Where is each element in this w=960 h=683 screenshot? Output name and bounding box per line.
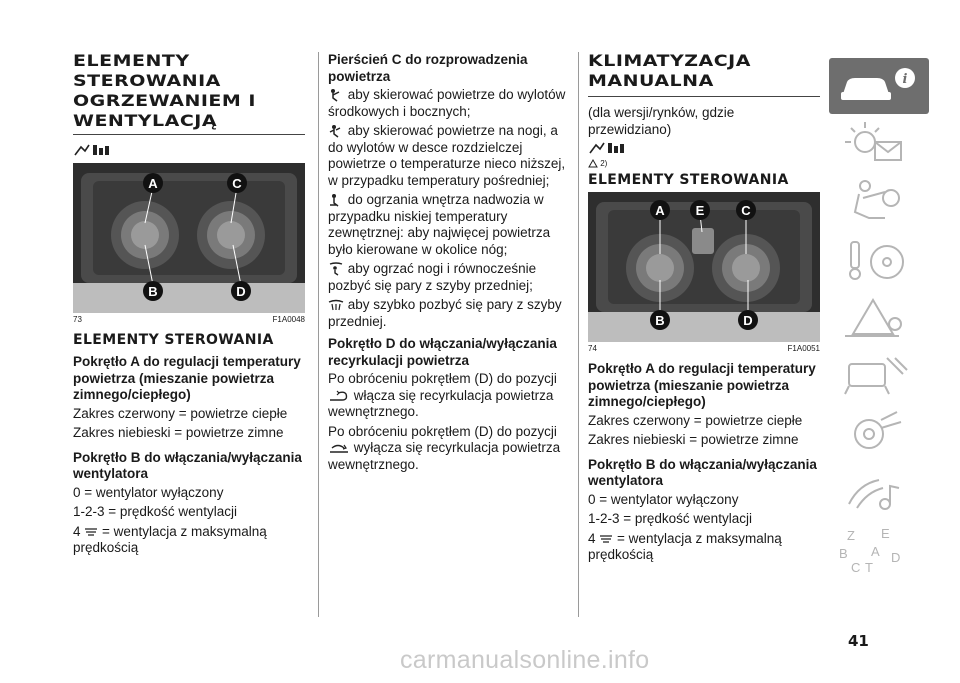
distribution-face-feet: aby skierować powietrze na nogi, a do wylotów w desce rozdzielczej powietrze o temperaturze nieco niższej, w przypadku temperatury pośredniej; [328, 123, 566, 188]
recirc-on: włącza się recyrkulacja powietrza wewnętrznego. [328, 387, 554, 419]
recirc-off: wyłącza się recyrkulacja powietrza wewnętrznego. [328, 440, 561, 472]
fan-max-icon [599, 533, 613, 545]
recirc-off-line: Po obróceniu pokrętłem (D) do pozycji [328, 423, 557, 439]
section-title: ELEMENTY STEROWANIA [588, 172, 789, 189]
figure-number: 74 [588, 344, 597, 354]
air-feet-icon [328, 193, 344, 207]
figure-code: F1A0051 [787, 344, 820, 354]
air-face-feet-icon [328, 124, 344, 138]
knob-a-blue-range: Zakres niebieski = powietrze zimne [73, 425, 284, 440]
warning-hand-icon [588, 159, 598, 168]
column-divider [318, 52, 319, 617]
chapter-title: ELEMENTY STEROWANIA OGRZEWANIEM I WENTYLACJĄ [73, 51, 256, 131]
fuel-type-icons [73, 143, 305, 159]
figure-label-c: C [741, 203, 751, 219]
figure-label-e: E [695, 203, 705, 219]
sidebar-tab-emergency[interactable] [829, 290, 929, 346]
index-letter: T [865, 560, 873, 575]
figure-code: F1A0048 [272, 315, 305, 324]
column-divider [578, 52, 579, 617]
title-rule [588, 96, 820, 97]
fan-off: 0 = wentylator wyłączony [588, 491, 739, 507]
figure-caption [588, 344, 820, 353]
column-right [588, 52, 820, 564]
recirculation-off-icon [328, 442, 350, 454]
air-feet-defrost-icon [328, 262, 344, 276]
figure-number: 73 [73, 315, 82, 324]
section-title: ELEMENTY STEROWANIA [73, 332, 274, 348]
fan-off: 0 = wentylator wyłączony [73, 484, 224, 500]
fan-speeds: 1-2-3 = prędkość wentylacji [588, 511, 752, 527]
windscreen-defrost-icon [328, 299, 344, 311]
svg-text:i: i [902, 72, 908, 87]
figure-label-a: A [655, 203, 665, 219]
distribution-windscreen: aby szybko pozbyć się pary z szyby przedniej. [328, 297, 562, 329]
knob-a-red-range: Zakres czerwony = powietrze ciepłe [588, 412, 803, 428]
sidebar-tab-starting-driving[interactable] [829, 232, 929, 288]
watermark: carmanualsonline.info [400, 646, 650, 674]
sidebar-tab-technical-data[interactable] [829, 406, 929, 462]
recirc-on-line: Po obróceniu pokrętłem (D) do pozycji [328, 371, 557, 386]
figure-label-b: B [655, 313, 665, 329]
fan-max: 4 = wentylacja z maksymalną prędkością [588, 530, 782, 563]
index-letter: D [891, 550, 901, 565]
distribution-feet: do ogrzania wnętrza nadwozia w przypadku niskiej temperatury zewnętrznej: aby najwięcej powietrza było kierowane w okolice nóg; [328, 192, 551, 257]
knob-d-heading: Pokrętło D do włączania/wyłączania recyrkulacji powietrza [328, 336, 557, 368]
index-letter: A [871, 544, 880, 559]
figure-ac-controls [588, 192, 820, 342]
sidebar-tab-safety[interactable] [829, 174, 929, 230]
distribution-feet-windscreen: aby ogrzać nogi i równocześnie pozbyć się pary z szyby przedniej; [328, 261, 537, 293]
figure-label-b: B [148, 284, 158, 299]
fan-speeds: 1-2-3 = prędkość wentylacji [73, 504, 237, 519]
page-number: 41 [848, 632, 869, 650]
fan-max: 4 = wentylacja z maksymalną prędkością [73, 523, 267, 555]
recirculation-on-icon [328, 390, 350, 402]
column-left [73, 52, 305, 557]
knob-a-blue-range: Zakres niebieski = powietrze zimne [588, 432, 799, 448]
column-middle [328, 52, 568, 473]
figure-label-d: D [236, 284, 246, 299]
version-note: (dla wersji/rynków, gdzie przewidziano) [588, 105, 735, 137]
index-letter: C [851, 560, 861, 575]
warning-reference: 2) [588, 159, 820, 168]
air-face-icon [328, 88, 344, 102]
sidebar-tab-warning-lights[interactable] [829, 116, 929, 172]
knob-b-heading: Pokrętło B do włączania/wyłączania wentylatora [73, 449, 302, 481]
sidebar-tab-multimedia[interactable] [829, 464, 929, 520]
fuel-type-icons [588, 141, 820, 157]
index-letter: E [881, 526, 890, 541]
figure-label-c: C [232, 176, 242, 191]
figure-label-d: D [743, 313, 753, 329]
fan-max-icon [84, 526, 98, 538]
knob-a-red-range: Zakres czerwony = powietrze ciepłe [73, 405, 288, 421]
knob-a-heading: Pokrętło A do regulacji temperatury powietrza (mieszanie powietrza zimnego/ciepłego) [588, 361, 816, 410]
figure-caption [73, 315, 305, 324]
sidebar-tab-maintenance[interactable] [829, 348, 929, 404]
figure-heater-controls [73, 163, 305, 313]
ring-c-heading: Pierścień C do rozprowadzenia powietrza [328, 52, 528, 84]
sidebar-tab-index[interactable] [829, 522, 929, 578]
figure-label-a: A [148, 176, 158, 191]
title-rule [73, 134, 305, 135]
chapter-title-ac: KLIMATYZACJA MANUALNA [588, 51, 751, 91]
sidebar-tab-dashboard[interactable] [829, 58, 929, 114]
knob-a-heading: Pokrętło A do regulacji temperatury powietrza (mieszanie powietrza zimnego/ciepłego) [73, 354, 301, 402]
index-letter: Z [847, 528, 855, 543]
distribution-face: aby skierować powietrze do wylotów środkowych i bocznych; [328, 87, 566, 119]
index-letter: B [839, 546, 848, 561]
knob-b-heading: Pokrętło B do włączania/wyłączania wentylatora [588, 456, 817, 489]
